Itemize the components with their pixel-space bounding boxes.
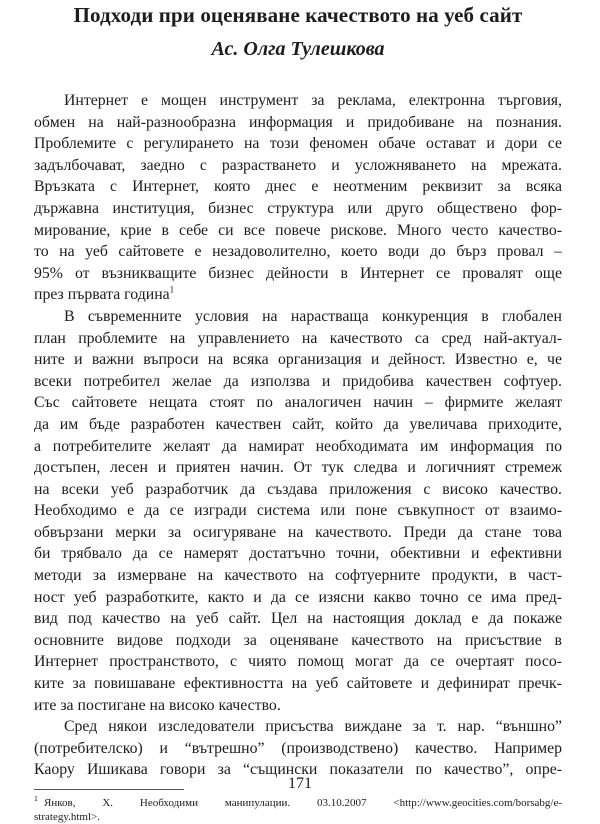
- paragraph-line: В съвременните условия на нарастваща конкуренция в глобален: [64, 307, 562, 325]
- article-author: Ас. Олга Тулешкова: [211, 38, 385, 60]
- paragraph-line: методи за измерване на качеството на софтуерните продукти, в част-: [34, 567, 562, 585]
- paragraph-line: Необходимо е да се изгради система или поне съвкупност от взаимо-: [34, 502, 562, 520]
- paragraph-line: ност уеб разработките, както и да се изясни какво точно се има пред-: [34, 588, 562, 606]
- paragraph-line: Връзката с Интернет, която днес е неотменим реквизит за всяка: [34, 178, 562, 196]
- document-page: [0, 3, 600, 823]
- footnote-line: [34, 810, 562, 824]
- paragraph-line: основните видове подходи за оценяване качеството на присъствие в: [34, 631, 562, 649]
- paragraph-line: ките за повишаване ефективността на уеб сайтовете и дефинират пречк-: [34, 675, 562, 693]
- paragraph-line: Сред някои изследователи присъства виждане за т. нар. “външно”: [64, 718, 562, 736]
- paragraph-line: задълбочават, заедно с разрастването и усложняването на мрежата.: [34, 156, 562, 174]
- paragraph-line: би трябвало да се намерят достатъчно точни, обективни и ефективни: [34, 545, 562, 563]
- paragraph-line: (потребителско) и “вътрешно” (производствено) качество. Например: [34, 739, 562, 757]
- paragraph-line: 95% от възникващите бизнес дейности в Интернет се провалят още: [34, 264, 562, 282]
- footnote-reference: 1: [169, 285, 175, 296]
- paragraph-line: ите за постигане на високо качество.: [34, 696, 281, 714]
- paragraph-line: Каору Ишикава говори за “същински показатели по качество”, опре-: [34, 761, 562, 779]
- paragraph-line: всеки потребител желае да използва и придобива качествен софтуер.: [34, 372, 562, 390]
- paragraph-line: на всеки уеб разработчик да създава приложения с високо качество.: [34, 480, 562, 498]
- paragraph-line: обмен на най-разнообразна информация и придобиване на познания.: [34, 113, 562, 131]
- paragraph-line: Интернет пространството, с чиято помощ могат да се очертаят посо-: [34, 653, 562, 671]
- footnote-line: [34, 796, 562, 810]
- paragraph-line: обвързани мерки за осигуряване на качеството. Преди да стане това: [34, 523, 562, 541]
- paragraph-line: Със сайтовете нещата стоят по аналогичен начин – фирмите желаят: [34, 394, 562, 412]
- paragraph-line: през първата година$^1$: [34, 285, 175, 304]
- footnote: [34, 796, 562, 824]
- paragraph-line: ните и важни въпроси на всяка организация и дейност. Известно е, че: [34, 351, 562, 369]
- paragraph-line: а потребителите желаят да намират необходимата им информация по: [34, 437, 562, 455]
- article-title: Подходи при оценяване качеството на уеб сайт: [73, 3, 523, 27]
- paragraph-line: Интернет е мощен инструмент за реклама, електронна търговия,: [64, 92, 562, 109]
- paragraph-line: мирование, крие в себе си все повече рискове. Много често качество-: [34, 221, 562, 239]
- paragraph-line: вид под качество на уеб сайт. Цел на настоящия доклад е да покаже: [34, 610, 562, 628]
- paragraph-line: да им бъде разработен качествен сайт, който да увеличава приходите,: [34, 415, 562, 433]
- paragraph-line: то на уеб сайтовете е незадоволително, което води до бърз провал –: [34, 243, 562, 261]
- paragraph-line: държавна институция, бизнес структура или друго обществено фор-: [34, 199, 562, 217]
- paragraph-line: достъпен, лесен и приятен начин. От тук следва и логичният стремеж: [34, 459, 562, 477]
- footnote-text: strategy.html>.: [34, 811, 100, 823]
- paragraph-line: план проблемите на управлението на качеството са сред най-актуал-: [34, 329, 562, 347]
- article-body: [34, 90, 562, 781]
- footnote-text: Янков, Х. Необходими манипулации. 03.10.2007 <http://www.geocities.com/borsabg/e-: [44, 797, 562, 809]
- paragraph-line: Проблемите с регулирането на този феномен обаче остават и дори се: [34, 135, 562, 153]
- footnote-number: 1: [34, 796, 38, 804]
- page-number: 171: [288, 775, 312, 792]
